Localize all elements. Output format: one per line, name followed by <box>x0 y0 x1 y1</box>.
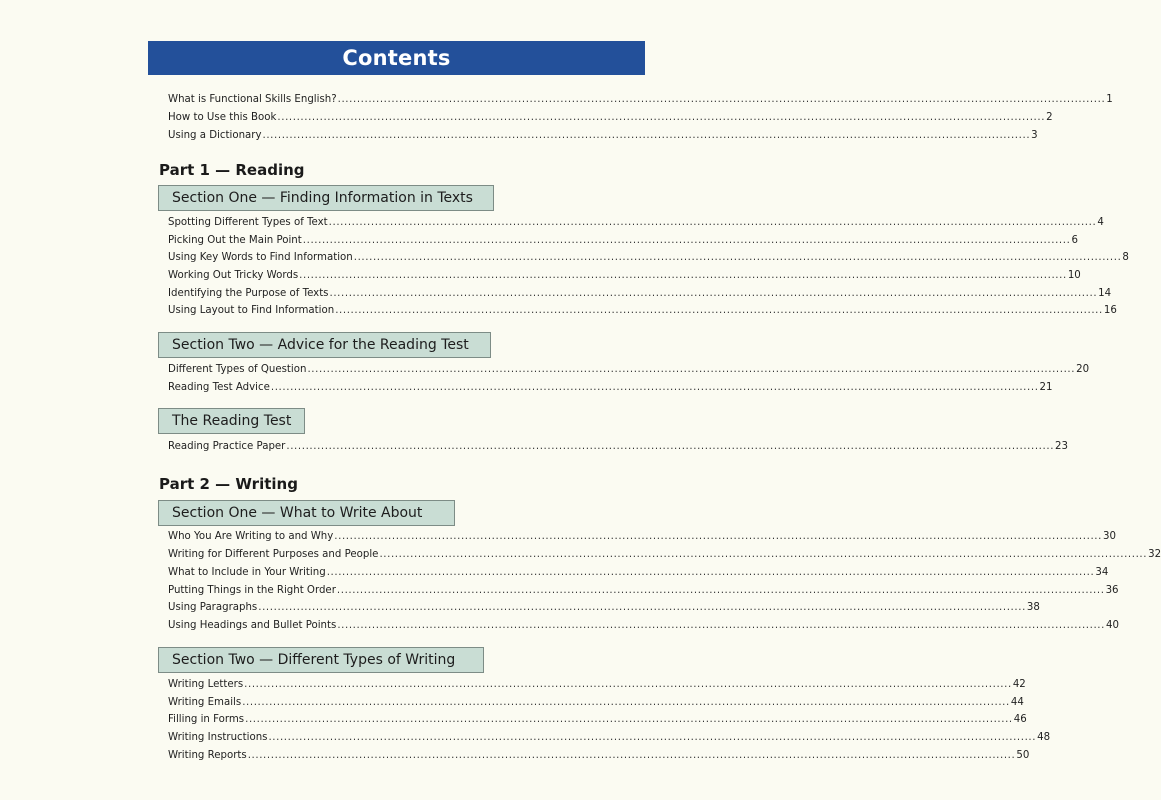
entry-page: 10 <box>1067 270 1081 281</box>
section-heading-finding-information: Section One — Finding Information in Texts <box>158 185 494 211</box>
section-heading-different-types-of-writing: Section Two — Different Types of Writing <box>158 647 484 673</box>
toc-entry[interactable] <box>168 382 1053 398</box>
part-1-heading: Part 1 — Reading <box>159 161 305 179</box>
toc-entry[interactable] <box>168 567 1109 583</box>
dot-leader: ........................................................................................................................................................................................................ <box>329 288 1098 299</box>
dot-leader: ........................................................................................................................................................................................................ <box>244 679 1012 690</box>
toc-entry[interactable] <box>168 305 1117 321</box>
dot-leader: ........................................................................................................................................................................................................ <box>337 94 1106 105</box>
entry-page: 14 <box>1098 288 1112 299</box>
entry-page: 42 <box>1012 679 1026 690</box>
entry-title: Filling in Forms <box>168 714 245 725</box>
toc-entry[interactable] <box>168 252 1129 268</box>
entry-page: 2 <box>1046 112 1053 123</box>
dot-leader: ........................................................................................................................................................................................................ <box>302 235 1071 246</box>
dot-leader: ........................................................................................................................................................................................................ <box>335 305 1103 316</box>
dot-leader: ........................................................................................................................................................................................................ <box>268 732 1037 743</box>
entry-title: Using Headings and Bullet Points <box>168 620 337 631</box>
dot-leader: ........................................................................................................................................................................................................ <box>353 252 1122 263</box>
entry-title: Putting Things in the Right Order <box>168 585 336 596</box>
entry-title: What is Functional Skills English? <box>168 94 337 105</box>
entry-title: Writing Reports <box>168 750 247 761</box>
entry-page: 36 <box>1105 585 1119 596</box>
entry-title: Identifying the Purpose of Texts <box>168 288 329 299</box>
entry-page: 38 <box>1026 602 1040 613</box>
part-2-heading: Part 2 — Writing <box>159 475 298 493</box>
entry-title: Using Paragraphs <box>168 602 258 613</box>
toc-entry[interactable] <box>168 732 1051 748</box>
dot-leader: ........................................................................................................................................................................................................ <box>326 567 1095 578</box>
entry-title: Picking Out the Main Point <box>168 235 302 246</box>
toc-entry[interactable] <box>168 602 1040 618</box>
entry-page: 6 <box>1071 235 1078 246</box>
entry-page: 46 <box>1013 714 1027 725</box>
dot-leader: ........................................................................................................................................................................................................ <box>242 697 1010 708</box>
toc-entry[interactable] <box>168 112 1053 128</box>
entry-page: 32 <box>1148 549 1161 560</box>
section-heading-what-to-write-about: Section One — What to Write About <box>158 500 455 526</box>
entry-title: Reading Test Advice <box>168 382 270 393</box>
toc-entry[interactable] <box>168 441 1069 457</box>
toc-entry[interactable] <box>168 750 1030 766</box>
toc-entry[interactable] <box>168 714 1027 730</box>
entry-title: Reading Practice Paper <box>168 441 286 452</box>
entry-page: 48 <box>1037 732 1051 743</box>
entry-title: Who You Are Writing to and Why <box>168 531 334 542</box>
dot-leader: ........................................................................................................................................................................................................ <box>334 531 1102 542</box>
entry-title: Writing for Different Purposes and People <box>168 549 379 560</box>
dot-leader: ........................................................................................................................................................................................................ <box>336 585 1105 596</box>
contents-title: Contents <box>148 41 645 75</box>
entry-title: Different Types of Question <box>168 364 307 375</box>
entry-page: 16 <box>1103 305 1117 316</box>
entry-title: Using a Dictionary <box>168 130 262 141</box>
toc-entry[interactable] <box>168 94 1113 110</box>
entry-title: Writing Emails <box>168 697 242 708</box>
entry-title: What to Include in Your Writing <box>168 567 326 578</box>
entry-page: 8 <box>1122 252 1129 263</box>
toc-entry[interactable] <box>168 288 1112 304</box>
entry-title: Using Layout to Find Information <box>168 305 335 316</box>
entry-page: 4 <box>1097 217 1104 228</box>
entry-page: 23 <box>1055 441 1069 452</box>
toc-entry[interactable] <box>168 585 1119 601</box>
toc-entry[interactable] <box>168 235 1078 251</box>
dot-leader: ........................................................................................................................................................................................................ <box>307 364 1076 375</box>
entry-page: 1 <box>1106 94 1113 105</box>
toc-entry[interactable] <box>168 217 1104 233</box>
entry-title: Writing Letters <box>168 679 244 690</box>
dot-leader: ........................................................................................................................................................................................................ <box>258 602 1026 613</box>
dot-leader: ........................................................................................................................................................................................................ <box>247 750 1016 761</box>
dot-leader: ........................................................................................................................................................................................................ <box>328 217 1097 228</box>
entry-title: How to Use this Book <box>168 112 277 123</box>
toc-entry[interactable] <box>168 697 1024 713</box>
toc-entry[interactable] <box>168 270 1081 286</box>
dot-leader: ........................................................................................................................................................................................................ <box>277 112 1046 123</box>
toc-entry[interactable] <box>168 679 1026 695</box>
entry-page: 34 <box>1095 567 1109 578</box>
section-heading-reading-test-advice: Section Two — Advice for the Reading Test <box>158 332 491 358</box>
toc-entry[interactable] <box>168 549 1161 565</box>
entry-title: Writing Instructions <box>168 732 268 743</box>
toc-entry[interactable] <box>168 364 1090 380</box>
dot-leader: ........................................................................................................................................................................................................ <box>299 270 1067 281</box>
section-heading-the-reading-test: The Reading Test <box>158 408 305 434</box>
entry-page: 21 <box>1039 382 1053 393</box>
entry-title: Working Out Tricky Words <box>168 270 299 281</box>
toc-entry[interactable] <box>168 531 1116 547</box>
dot-leader: ........................................................................................................................................................................................................ <box>270 382 1039 393</box>
entry-page: 44 <box>1010 697 1024 708</box>
dot-leader: ........................................................................................................................................................................................................ <box>245 714 1013 725</box>
entry-page: 50 <box>1016 750 1030 761</box>
toc-entry[interactable] <box>168 130 1038 146</box>
entry-page: 20 <box>1076 364 1090 375</box>
entry-page: 3 <box>1031 130 1038 141</box>
dot-leader: ........................................................................................................................................................................................................ <box>337 620 1105 631</box>
entry-title: Spotting Different Types of Text <box>168 217 328 228</box>
dot-leader: ........................................................................................................................................................................................................ <box>286 441 1055 452</box>
dot-leader: ........................................................................................................................................................................................................ <box>379 549 1148 560</box>
dot-leader: ........................................................................................................................................................................................................ <box>262 130 1031 141</box>
entry-title: Using Key Words to Find Information <box>168 252 353 263</box>
entry-page: 40 <box>1105 620 1119 631</box>
entry-page: 30 <box>1102 531 1116 542</box>
toc-entry[interactable] <box>168 620 1119 636</box>
